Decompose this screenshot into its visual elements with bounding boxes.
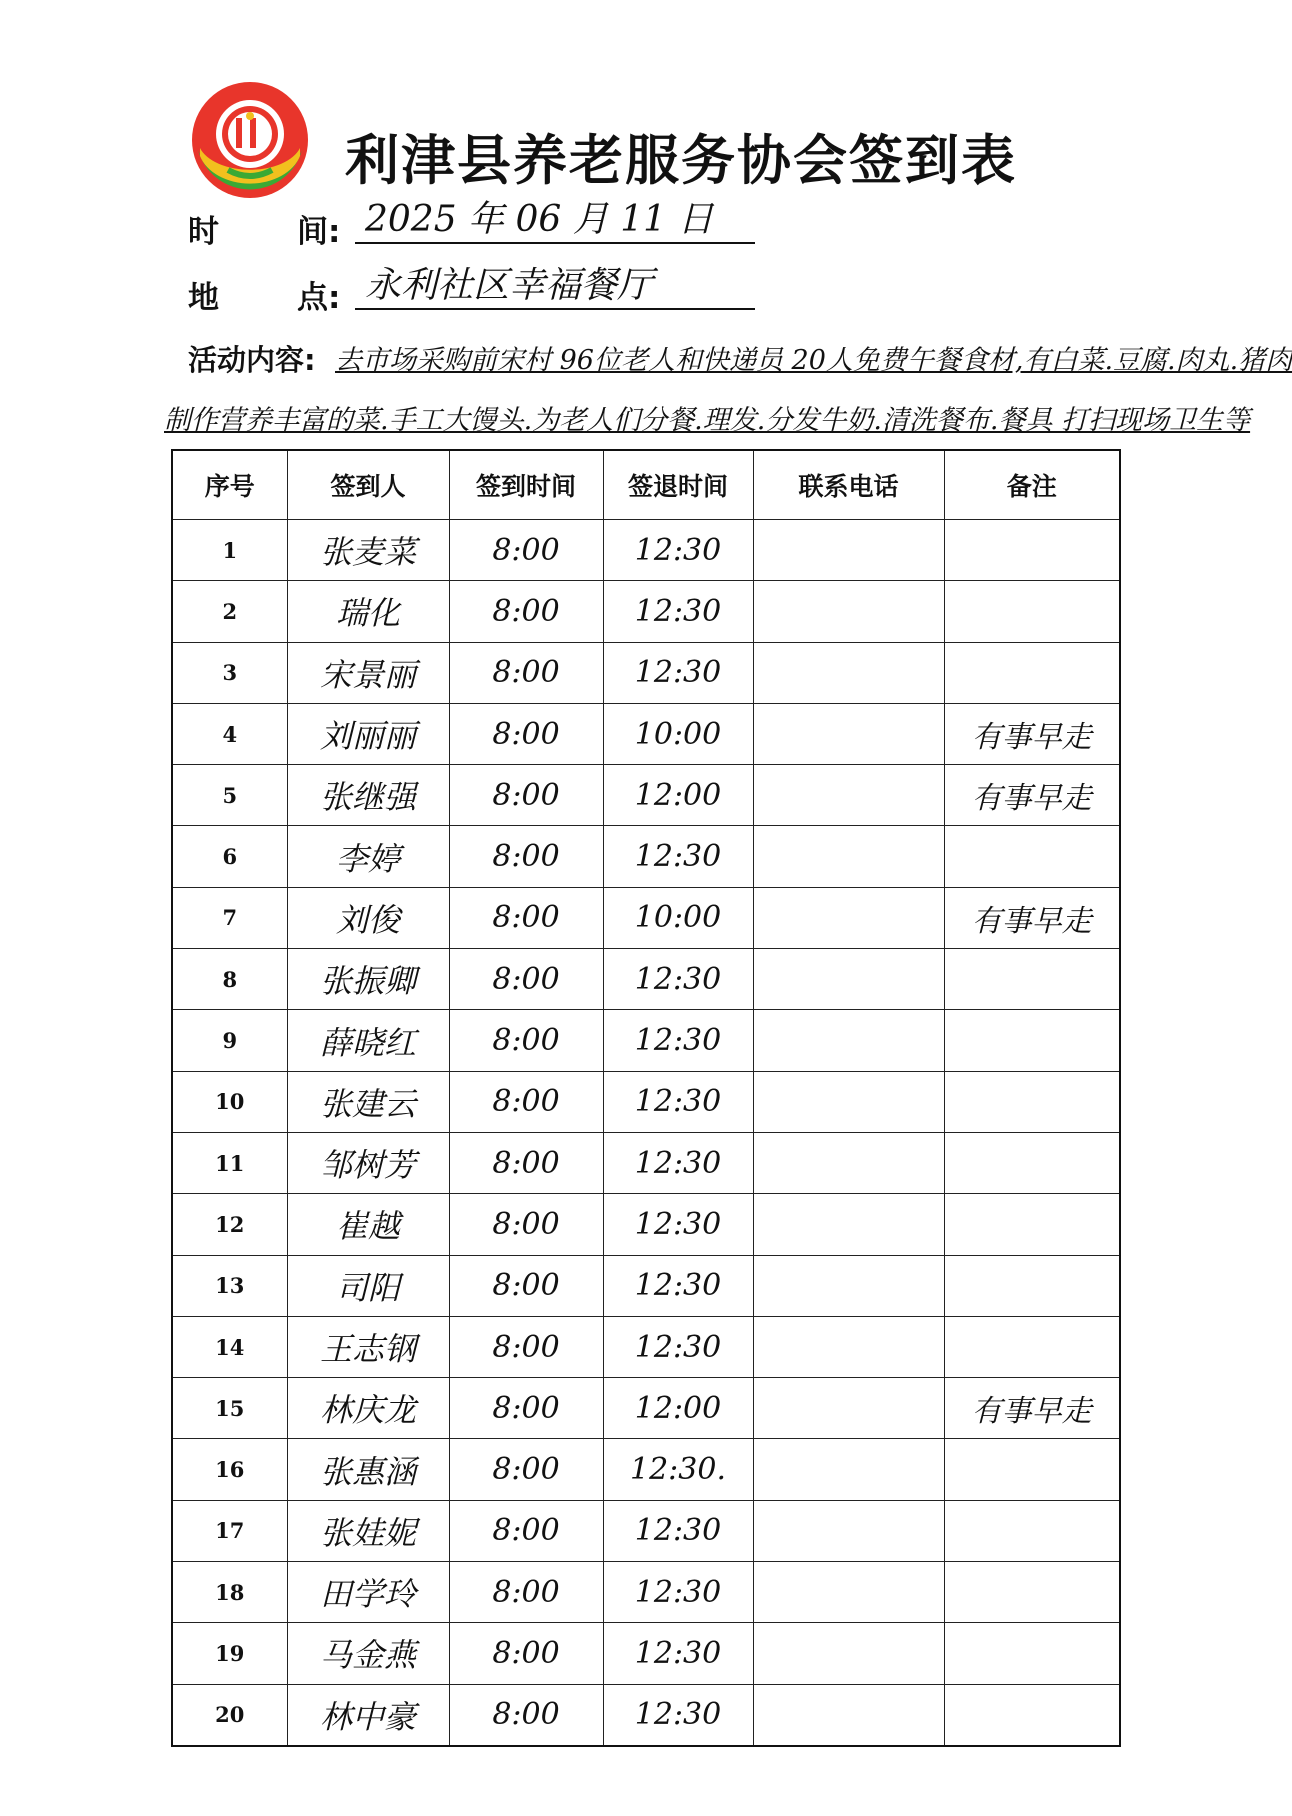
remark-cell [944,1684,1120,1746]
signer-name: 司阳 [287,1255,449,1316]
remark-cell [944,1010,1120,1071]
row-number: 16 [172,1439,287,1500]
sign-out-time: 12:30 [603,1684,753,1746]
row-number: 5 [172,765,287,826]
signer-name: 刘丽丽 [287,703,449,764]
sign-in-time: 8:00 [449,642,603,703]
sign-out-time: 12:30. [603,1439,753,1500]
phone-cell [753,949,944,1010]
remark-cell [944,1500,1120,1561]
sign-in-time: 8:00 [449,826,603,887]
header-remark: 备注 [944,450,1120,520]
remark-cell [944,1562,1120,1623]
place-label: 地 [188,280,219,316]
header-signer: 签到人 [287,450,449,520]
table-row [172,1316,1120,1377]
sign-in-time: 8:00 [449,703,603,764]
table-row [172,581,1120,642]
activity-line-1: 去市场采购前宋村 96位老人和快递员 20人免费午餐食材,有白菜.豆腐.肉丸.猪肉 [335,345,1292,376]
page-title: 利津县养老服务协会签到表 [345,129,1017,192]
row-number: 15 [172,1378,287,1439]
signer-name: 张麦菜 [287,520,449,581]
row-number: 2 [172,581,287,642]
remark-cell: 有事早走 [944,887,1120,948]
sign-out-time: 12:30 [603,1562,753,1623]
signer-name: 马金燕 [287,1623,449,1684]
sign-in-time: 8:00 [449,1378,603,1439]
table-row [172,1071,1120,1132]
sign-in-time: 8:00 [449,581,603,642]
table-row [172,1684,1120,1746]
phone-cell [753,1316,944,1377]
phone-cell [753,1255,944,1316]
remark-cell [944,1255,1120,1316]
phone-cell [753,703,944,764]
row-number: 8 [172,949,287,1010]
table-row [172,1623,1120,1684]
signer-name: 林庆龙 [287,1378,449,1439]
row-number: 7 [172,887,287,948]
row-number: 19 [172,1623,287,1684]
sign-out-time: 12:30 [603,1255,753,1316]
row-number: 20 [172,1684,287,1746]
phone-cell [753,642,944,703]
phone-cell [753,1623,944,1684]
sign-in-table [171,449,1119,1747]
signer-name: 张振卿 [287,949,449,1010]
signer-name: 邹树芳 [287,1132,449,1193]
sign-in-time: 8:00 [449,1010,603,1071]
phone-cell [753,887,944,948]
table-row [172,703,1120,764]
sign-in-time: 8:00 [449,1132,603,1193]
remark-cell: 有事早走 [944,1378,1120,1439]
table-row [172,1562,1120,1623]
sign-in-time: 8:00 [449,1439,603,1500]
phone-cell [753,1378,944,1439]
remark-cell [944,1194,1120,1255]
table-row [172,1439,1120,1500]
phone-cell [753,826,944,887]
header-phone: 联系电话 [753,450,944,520]
signer-name: 刘俊 [287,887,449,948]
table-row [172,1255,1120,1316]
signer-name: 王志钢 [287,1316,449,1377]
sign-out-time: 12:30 [603,1500,753,1561]
header-no: 序号 [172,450,287,520]
sign-in-time: 8:00 [449,1562,603,1623]
remark-cell [944,1439,1120,1500]
signer-name: 张继强 [287,765,449,826]
phone-cell [753,1010,944,1071]
phone-cell [753,1562,944,1623]
row-number: 6 [172,826,287,887]
remark-cell [944,1623,1120,1684]
signer-name: 宋景丽 [287,642,449,703]
signer-name: 张建云 [287,1071,449,1132]
phone-cell [753,1194,944,1255]
signer-name: 张惠涵 [287,1439,449,1500]
phone-cell [753,520,944,581]
remark-cell: 有事早走 [944,703,1120,764]
signer-name: 李婷 [287,826,449,887]
row-number: 17 [172,1500,287,1561]
table-row [172,1010,1120,1071]
sign-out-time: 12:30 [603,949,753,1010]
sign-out-time: 10:00 [603,703,753,764]
table-row [172,520,1120,581]
table-row [172,1500,1120,1561]
phone-cell [753,1684,944,1746]
table-row [172,1194,1120,1255]
time-row [188,206,340,251]
sign-out-time: 12:30 [603,1623,753,1684]
table-row [172,887,1120,948]
table-row [172,1132,1120,1193]
remark-cell [944,1071,1120,1132]
remark-cell [944,520,1120,581]
time-label-2: 间: [297,214,341,250]
sign-in-time: 8:00 [449,887,603,948]
row-number: 14 [172,1316,287,1377]
sign-in-time: 8:00 [449,1071,603,1132]
sign-out-time: 12:00 [603,765,753,826]
header-sign-out-time: 签退时间 [603,450,753,520]
sign-in-time: 8:00 [449,1500,603,1561]
phone-cell [753,1071,944,1132]
row-number: 13 [172,1255,287,1316]
row-number: 1 [172,520,287,581]
time-label: 时 [188,214,219,250]
activity-label: 活动内容: [188,343,316,377]
header-sign-in-time: 签到时间 [449,450,603,520]
remark-cell [944,826,1120,887]
table-row [172,949,1120,1010]
row-number: 11 [172,1132,287,1193]
sign-out-time: 12:30 [603,826,753,887]
signer-name: 崔越 [287,1194,449,1255]
sign-out-time: 10:00 [603,887,753,948]
sign-out-time: 12:00 [603,1378,753,1439]
row-number: 9 [172,1010,287,1071]
sign-out-time: 12:30 [603,1132,753,1193]
sign-in-time: 8:00 [449,520,603,581]
row-number: 12 [172,1194,287,1255]
phone-cell [753,581,944,642]
row-number: 4 [172,703,287,764]
row-number: 18 [172,1562,287,1623]
remark-cell [944,581,1120,642]
sign-in-time: 8:00 [449,1194,603,1255]
remark-cell [944,1132,1120,1193]
sign-out-time: 12:30 [603,1010,753,1071]
signer-name: 田学玲 [287,1562,449,1623]
table-row [172,1378,1120,1439]
table-row [172,826,1120,887]
phone-cell [753,765,944,826]
place-value: 永利社区幸福餐厅 [355,264,755,310]
sign-in-time: 8:00 [449,1623,603,1684]
sign-out-time: 12:30 [603,581,753,642]
remark-cell [944,949,1120,1010]
signer-name: 张娃妮 [287,1500,449,1561]
sign-in-time: 8:00 [449,1255,603,1316]
place-row [188,272,340,317]
remark-cell: 有事早走 [944,765,1120,826]
signer-name: 林中豪 [287,1684,449,1746]
activity-line-2: 制作营养丰富的菜.手工大馒头.为老人们分餐.理发.分发牛奶.清洗餐布.餐具 打扫现场卫生等 [164,405,1251,436]
phone-cell [753,1132,944,1193]
sign-out-time: 12:30 [603,642,753,703]
sign-in-time: 8:00 [449,1316,603,1377]
remark-cell [944,1316,1120,1377]
sign-in-time: 8:00 [449,1684,603,1746]
row-number: 3 [172,642,287,703]
time-value: 2025 年 06 月 11 日 [355,198,755,244]
sign-out-time: 12:30 [603,1316,753,1377]
phone-cell [753,1439,944,1500]
table-row [172,765,1120,826]
sign-out-time: 12:30 [603,520,753,581]
table-row [172,642,1120,703]
signer-name: 瑞化 [287,581,449,642]
association-logo-icon [188,78,312,202]
signer-name: 薛晓红 [287,1010,449,1071]
place-label-2: 点: [297,280,341,316]
table-header-row [172,450,1120,520]
sign-in-time: 8:00 [449,765,603,826]
row-number: 10 [172,1071,287,1132]
sign-out-time: 12:30 [603,1194,753,1255]
sign-in-time: 8:00 [449,949,603,1010]
sign-out-time: 12:30 [603,1071,753,1132]
association-logo [188,78,312,202]
remark-cell [944,642,1120,703]
phone-cell [753,1500,944,1561]
